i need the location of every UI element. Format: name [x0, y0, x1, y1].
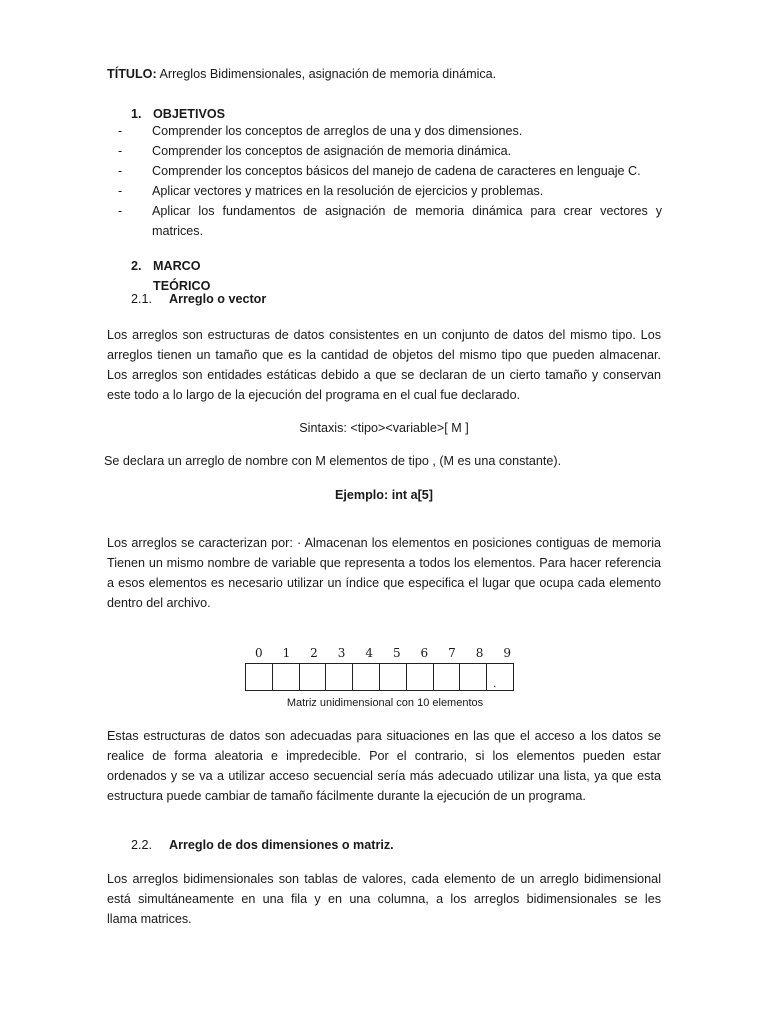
index-label: 5 [392, 646, 401, 660]
array-cell [487, 663, 514, 691]
paragraph-array-usage: Estas estructuras de datos son adecuadas para situaciones en las que el acceso a los datos se realice de forma aleatoria e impredecible. Por el contrario, si los elementos pueden estar ordenados y se va a utilizar acceso secuencial sería más adecuado utilizar una lista, ya que esta estructura puede cambiar de tamaño fácilmente durante la ejecución de un programa. [107, 729, 661, 803]
section-title: Arreglo de dos dimensiones o matriz. [169, 838, 394, 852]
array-cell [407, 663, 434, 691]
section-number: 2. [131, 259, 142, 273]
array-cell [326, 663, 353, 691]
array-cell [353, 663, 380, 691]
section-2-1-heading [131, 289, 267, 309]
array-cells [245, 663, 514, 691]
index-label: 1 [282, 646, 291, 660]
section-title: MARCO TEÓRICO [153, 259, 211, 293]
index-label: 0 [254, 646, 263, 660]
section-number: 2.1. [131, 292, 153, 306]
array-cell [434, 663, 461, 691]
paragraph-matrices: Los arreglos bidimensionales son tablas de valores, cada elemento de un arreglo bidimensional está simultáneamente en una fila y en una columna, a los arreglos bidimensionales se les llama matrices. [107, 872, 661, 926]
list-item: - Comprender los conceptos de arreglos de una y dos dimensiones. [118, 124, 523, 138]
array-cell [246, 663, 273, 691]
index-label: 4 [365, 646, 373, 660]
cell-mark: . [493, 676, 497, 690]
index-label: 9 [503, 646, 511, 660]
section-2-heading [131, 256, 211, 293]
section-number: 1. [131, 107, 142, 121]
list-item: - Comprender los conceptos básicos del manejo de cadena de caracteres en lenguaje C. [118, 164, 641, 178]
array-figure-caption: Matriz unidimensional con 10 elementos [286, 697, 484, 709]
array-cell [273, 663, 300, 691]
index-label: 7 [448, 646, 456, 660]
section-number: 2.2. [131, 838, 153, 852]
document-title [107, 64, 496, 84]
list-item: - Aplicar los fundamentos de asignación de memoria dinámica para crear vectores y matrices. [118, 204, 662, 238]
syntax-line: Sintaxis: <tipo><variable>[ M ] [299, 421, 469, 435]
title-text: Arreglos Bidimensionales, asignación de memoria dinámica. [156, 67, 497, 81]
title-label: TÍTULO: [107, 67, 157, 81]
paragraph-array-characteristics: Los arreglos se caracterizan por: · Almacenan los elementos en posiciones contiguas de memoria Tienen un mismo nombre de variable que representa a todos los elementos. Para hacer referencia a esos elementos es necesario utilizar un índice que especifica el lugar que ocupa cada elemento dentro del archivo. [107, 536, 661, 610]
section-title: OBJETIVOS [153, 107, 226, 121]
example-line: Ejemplo: int a[5] [335, 488, 433, 502]
objectives-list [118, 121, 662, 241]
array-cell [300, 663, 327, 691]
index-label: 2 [310, 646, 318, 660]
list-item: - Aplicar vectores y matrices en la resolución de ejercicios y problemas. [118, 184, 544, 198]
declaration-line: Se declara un arreglo de nombre con M elementos de tipo , (M es una constante). [104, 454, 562, 468]
list-item: - Comprender los conceptos de asignación de memoria dinámica. [118, 144, 512, 158]
array-index-labels [245, 646, 521, 660]
array-cell [380, 663, 407, 691]
paragraph-arrays-intro: Los arreglos son estructuras de datos consistentes en un conjunto de datos del mismo tipo. Los arreglos tienen un tamaño que es la cantidad de objetos del mismo tipo que pueden almacenar. Los arreglos son entidades estáticas debido a que se declaran de un cierto tamaño y conservan este todo a lo largo de la ejecución del programa en el cual fue declarado. [107, 328, 661, 402]
index-label: 3 [337, 646, 346, 660]
section-title: Arreglo o vector [169, 292, 267, 306]
array-cell [460, 663, 487, 691]
section-2-2-heading [131, 835, 394, 855]
index-label: 8 [475, 646, 484, 660]
index-label: 6 [420, 646, 429, 660]
